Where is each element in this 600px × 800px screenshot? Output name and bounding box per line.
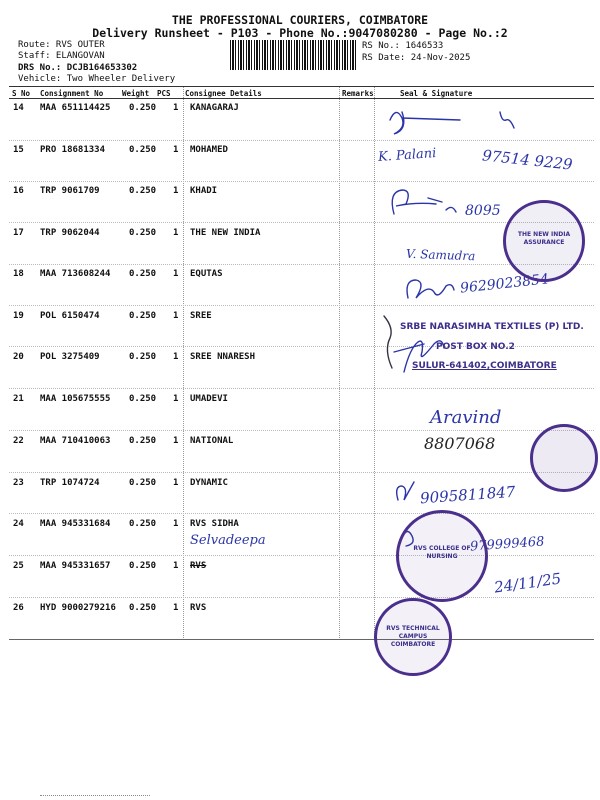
row-consignee: EQUTAS [190, 269, 223, 279]
row-pcs: 1 [173, 394, 179, 404]
row-consignee: THE NEW INDIA [190, 228, 261, 238]
rvs-college-stamp [396, 510, 488, 602]
row-consignee: KHADI [190, 186, 218, 196]
row-sno: 17 [13, 228, 24, 238]
company-stamp-line: SRBE NARASIMHA TEXTILES (P) LTD. [400, 322, 584, 332]
vehicle-label: Vehicle: Two Wheeler Delivery [18, 74, 176, 84]
handwritten-name: K. Palani [377, 145, 437, 166]
col-sno: S No [12, 89, 31, 98]
row-consignee: RVS SIDHA [190, 519, 239, 529]
company-title: THE PROFESSIONAL COURIERS, COIMBATORE [171, 13, 429, 27]
row-consignment: HYD 9000279216 [40, 603, 116, 613]
handwritten-phone: 979999468 [469, 534, 545, 555]
col-remarks: Remarks [342, 89, 374, 98]
row-sno: 25 [13, 561, 24, 571]
company-stamp-line: POST BOX NO.2 [436, 342, 515, 352]
runsheet-subtitle: Delivery Runsheet - P103 - Phone No.:9047080280 - Page No.:2 [92, 26, 508, 40]
row-weight: 0.250 [129, 145, 157, 155]
row-weight: 0.250 [129, 561, 157, 571]
col-consignee: Consignee Details [185, 89, 262, 98]
row-consignment: POL 6150474 [40, 311, 100, 321]
row-consignee: RVS [190, 603, 207, 613]
handwritten-name: V. Samudra [405, 246, 476, 264]
new-india-stamp [503, 200, 585, 282]
handwritten-phone: 8807068 [424, 434, 496, 453]
handwritten-date: 24/11/25 [493, 569, 563, 597]
row-weight: 0.250 [129, 603, 157, 613]
row-sno: 24 [13, 519, 24, 529]
row-pcs: 1 [173, 436, 179, 446]
row-weight: 0.250 [129, 436, 157, 446]
row-consignee: MOHAMED [190, 145, 228, 155]
handwritten-phone: 8095 [465, 203, 501, 219]
company-stamp-line: SULUR-641402,COIMBATORE [412, 361, 557, 371]
row-consignee: DYNAMIC [190, 478, 228, 488]
handwritten-name: Aravind [430, 407, 502, 428]
row-sno: 19 [13, 311, 24, 321]
row-consignee: KANAGARAJ [190, 103, 239, 113]
row-pcs: 1 [173, 311, 179, 321]
row-consignment: MAA 945331684 [40, 519, 111, 529]
row-sno: 18 [13, 269, 24, 279]
row-consignment: MAA 105675555 [40, 394, 111, 404]
handwritten-phone: 9095811847 [419, 482, 516, 508]
col-seal: Seal & Signature [400, 89, 473, 98]
row-sno: 16 [13, 186, 24, 196]
row-consignee: SREE NNARESH [190, 352, 256, 362]
row-consignee: SREE [190, 311, 212, 321]
row-consignment: PRO 18681334 [40, 145, 106, 155]
row-consignment: POL 3275409 [40, 352, 100, 362]
row-pcs: 1 [173, 603, 179, 613]
row-consignment: TRP 9062044 [40, 228, 100, 238]
row-consignment: MAA 710410063 [40, 436, 111, 446]
stamp-text: RVS COLLEGE OF NURSING [413, 545, 471, 560]
staff-label: Staff: ELANGOVAN [18, 51, 105, 61]
row-consignee: UMADEVI [190, 394, 228, 404]
row-consignment: MAA 713608244 [40, 269, 111, 279]
handwritten-phone: 9629023854 [459, 271, 550, 297]
row-sno: 20 [13, 352, 24, 362]
row-weight: 0.250 [129, 352, 157, 362]
rs-date: RS Date: 24-Nov-2025 [362, 53, 471, 63]
row-pcs: 1 [173, 478, 179, 488]
row-pcs: 1 [173, 103, 179, 113]
row-weight: 0.250 [129, 478, 157, 488]
row-sno: 23 [13, 478, 24, 488]
row-pcs: 1 [173, 186, 179, 196]
row-consignment: MAA 945331657 [40, 561, 111, 571]
row-consignee: RVS [190, 561, 207, 571]
row-pcs: 1 [173, 561, 179, 571]
row-pcs: 1 [173, 145, 179, 155]
row-sno: 14 [13, 103, 24, 113]
col-consignment: Consignment No [40, 89, 104, 98]
row-consignee: NATIONAL [190, 436, 234, 446]
route-label: Route: RVS OUTER [18, 40, 105, 50]
row-weight: 0.250 [129, 394, 157, 404]
handwritten-phone: 97514 9229 [481, 146, 574, 174]
stamp-text: RVS TECHNICAL CAMPUS COIMBATORE [386, 625, 440, 648]
row-weight: 0.250 [129, 269, 157, 279]
row-pcs: 1 [173, 519, 179, 529]
row-weight: 0.250 [129, 228, 157, 238]
row-weight: 0.250 [129, 186, 157, 196]
row-consignment: MAA 651114425 [40, 103, 111, 113]
row-sno: 22 [13, 436, 24, 446]
row-pcs: 1 [173, 269, 179, 279]
footer-dotted-line [40, 795, 150, 796]
handwritten-name: Selvadeepa [190, 533, 266, 548]
row-sno: 21 [13, 394, 24, 404]
drs-label: DRS No.: DCJB164653302 [18, 63, 138, 73]
row-weight: 0.250 [129, 311, 157, 321]
rvs-technical-stamp [374, 598, 452, 676]
row-pcs: 1 [173, 228, 179, 238]
row-sno: 26 [13, 603, 24, 613]
row-consignment: TRP 1074724 [40, 478, 100, 488]
row-weight: 0.250 [129, 519, 157, 529]
col-weight: Weight [122, 89, 150, 98]
rs-number: RS No.: 1646533 [362, 41, 444, 51]
row-sno: 15 [13, 145, 24, 155]
round-stamp [530, 424, 598, 492]
row-consignment: TRP 9061709 [40, 186, 100, 196]
col-pcs: PCS [157, 89, 171, 98]
row-weight: 0.250 [129, 103, 157, 113]
row-pcs: 1 [173, 352, 179, 362]
stamp-text: THE NEW INDIA ASSURANCE [517, 231, 571, 246]
